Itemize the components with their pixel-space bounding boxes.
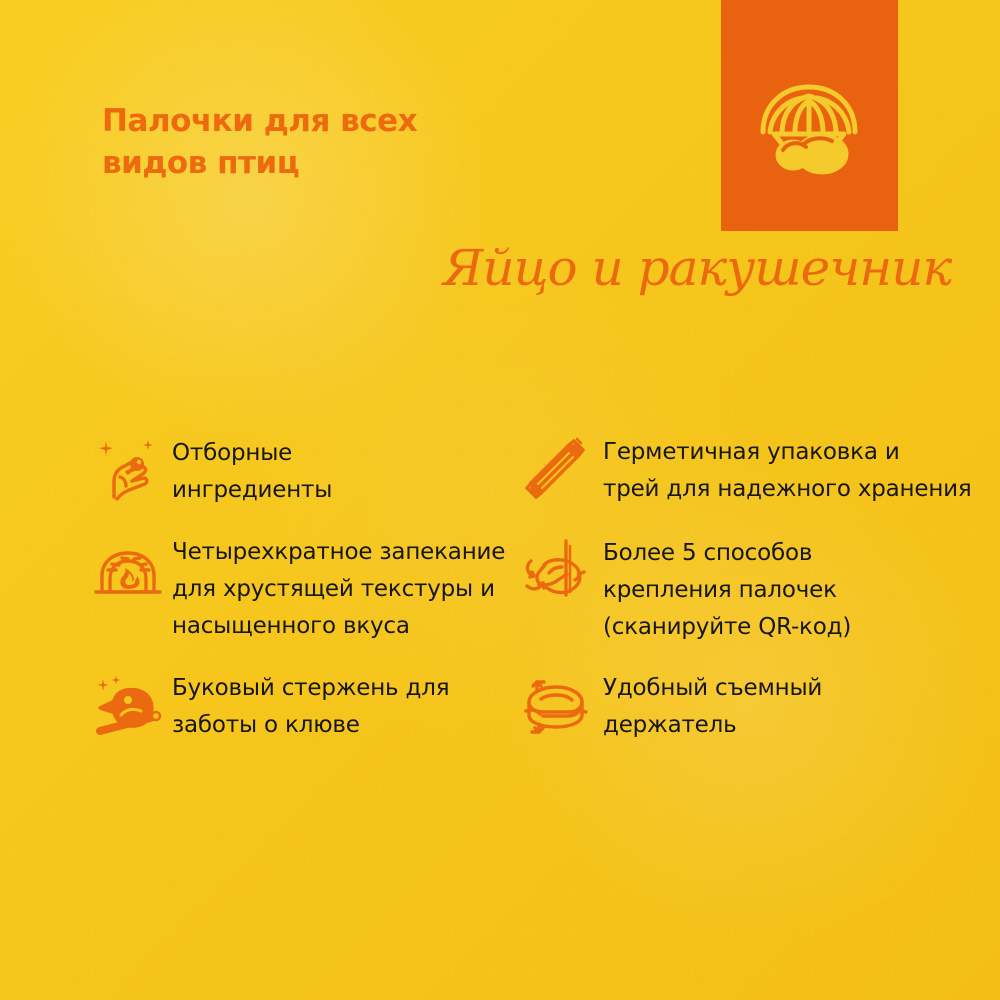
shell-and-eggs-icon xyxy=(755,78,863,186)
bird-beak-stick-icon xyxy=(92,669,164,741)
feature-text: Более 5 способов крепления палочек (сканируйте QR-код) xyxy=(603,540,852,640)
sealed-package-icon xyxy=(519,433,591,505)
feature-text: Удобный съемный держатель xyxy=(603,675,823,738)
oven-fire-icon xyxy=(92,534,164,606)
feature-text: Отборные ингредиенты xyxy=(172,440,333,503)
logo-box xyxy=(721,0,898,231)
feature-four-times-baking xyxy=(92,534,505,645)
feature-sealed-packaging xyxy=(519,433,972,508)
clip-mounting-icon xyxy=(519,534,591,606)
hand-ingredient-icon xyxy=(92,433,164,505)
feature-selected-ingredients xyxy=(92,433,332,509)
feature-removable-holder xyxy=(519,669,822,744)
category-title: Палочки для всех видов птиц xyxy=(102,103,418,181)
removable-holder-icon xyxy=(519,669,591,741)
product-title: Яйцо и ракушечник xyxy=(443,239,952,297)
feature-text: Четырехкратное запекание для хрустящей текстуры и насыщенного вкуса xyxy=(172,539,506,639)
feature-text: Герметичная упаковка и трей для надежного хранения xyxy=(603,439,972,502)
feature-mounting-methods xyxy=(519,534,851,646)
feature-text: Буковый стержень для заботы о клюве xyxy=(172,675,450,738)
feature-beech-stick xyxy=(92,669,449,744)
